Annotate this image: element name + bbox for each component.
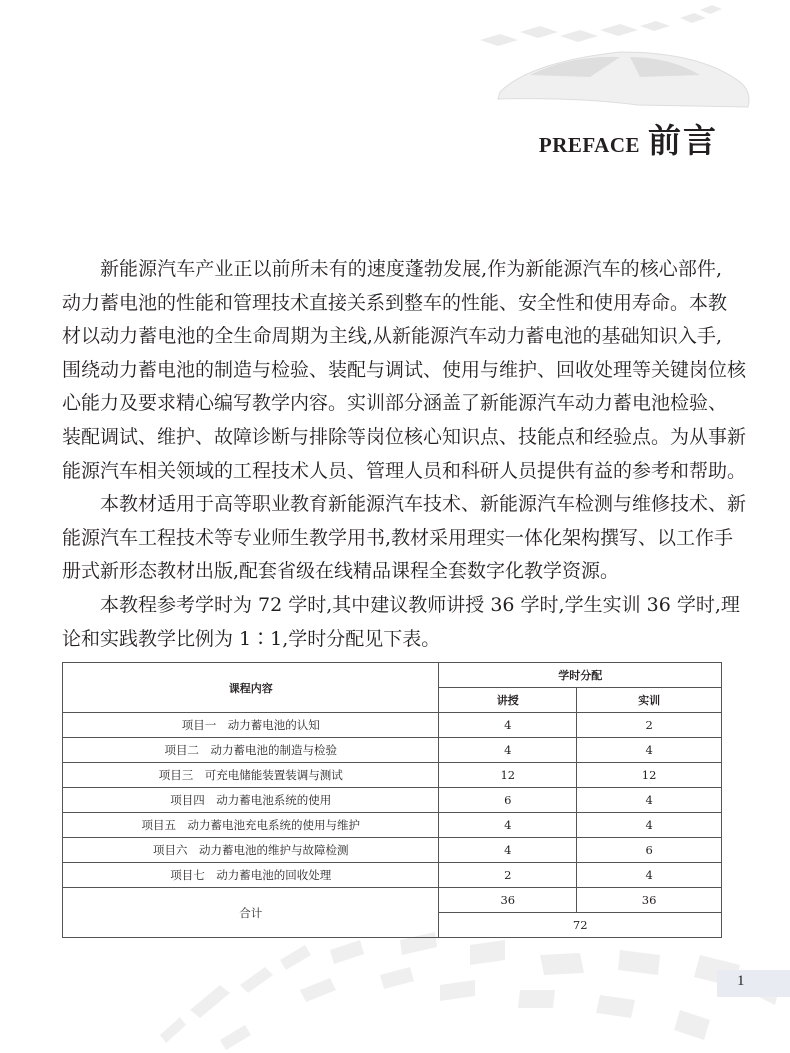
text-line: 心能力及要求精心编写教学内容。实训部分涵盖了新能源汽车动力蓄电池检验、: [62, 392, 728, 415]
practice-hours: 4: [577, 788, 722, 813]
text-line: 围绕动力蓄电池的制造与检验、装配与调试、使用与维护、回收处理等关键岗位核: [62, 358, 747, 381]
header-course-content: 课程内容: [63, 663, 439, 713]
total-practice-hours: 36: [577, 888, 722, 913]
total-row: [63, 888, 722, 913]
practice-hours: 4: [577, 813, 722, 838]
lecture-hours: 4: [439, 838, 577, 863]
course-content: 项目四 动力蓄电池系统的使用: [63, 788, 439, 813]
text-line: 本教材适用于高等职业教育新能源汽车技术、新能源汽车检测与维修技术、新: [100, 493, 747, 516]
page-number: 1: [737, 973, 745, 989]
paragraph-2: [62, 488, 747, 589]
header-lecture: 讲授: [439, 688, 577, 713]
lecture-hours: 4: [439, 813, 577, 838]
course-content: 项目三 可充电储能装置装调与测试: [63, 763, 439, 788]
practice-hours: 2: [577, 713, 722, 738]
table-row: [63, 788, 722, 813]
course-content: 项目六 动力蓄电池的维护与故障检测: [63, 838, 439, 863]
hours-allocation-table: [62, 662, 722, 938]
practice-hours: 4: [577, 738, 722, 763]
practice-hours: 4: [577, 863, 722, 888]
course-content: 项目五 动力蓄电池充电系统的使用与维护: [63, 813, 439, 838]
text-line: 装配调试、维护、故障诊断与排除等岗位核心知识点、技能点和经验点。为从事新: [62, 425, 747, 448]
text-line: 册式新形态教材出版,配套省级在线精品课程全套数字化教学资源。: [62, 560, 620, 583]
header-practice: 实训: [577, 688, 722, 713]
lecture-hours: 2: [439, 863, 577, 888]
lecture-hours: 12: [439, 763, 577, 788]
paragraph-3: [62, 589, 740, 656]
grand-total-hours: 72: [439, 913, 722, 938]
lecture-hours: 4: [439, 738, 577, 763]
table-row: [63, 713, 722, 738]
table-row: [63, 863, 722, 888]
practice-hours: 6: [577, 838, 722, 863]
title-chinese: 前言: [648, 121, 718, 160]
course-content: 项目一 动力蓄电池的认知: [63, 713, 439, 738]
text-line: 新能源汽车产业正以前所未有的速度蓬勃发展,作为新能源汽车的核心部件,: [100, 258, 722, 280]
practice-hours: 12: [577, 763, 722, 788]
paragraph-1: [62, 253, 747, 488]
header-hours-allocation: 学时分配: [439, 663, 722, 688]
text-line: 材以动力蓄电池的全生命周期为主线,从新能源汽车动力蓄电池的基础知识入手,: [62, 325, 722, 348]
text-line: 动力蓄电池的性能和管理技术直接关系到整车的性能、安全性和使用寿命。本教: [62, 291, 728, 314]
course-content: 项目二 动力蓄电池的制造与检验: [63, 738, 439, 763]
lecture-hours: 6: [439, 788, 577, 813]
page-title: [539, 115, 718, 162]
table-row: [63, 838, 722, 863]
total-lecture-hours: 36: [439, 888, 577, 913]
text-line: 能源汽车相关领域的工程技术人员、管理人员和科研人员提供有益的参考和帮助。: [62, 459, 747, 482]
total-label: 合计: [63, 888, 439, 938]
table-row: [63, 738, 722, 763]
text-line: 能源汽车工程技术等专业师生教学用书,教材采用理实一体化架构撰写、以工作手: [62, 526, 734, 549]
text-line: 本教程参考学时为 72 学时,其中建议教师讲授 36 学时,学生实训 36 学时,理: [100, 593, 740, 616]
table-row: [63, 763, 722, 788]
lecture-hours: 4: [439, 713, 577, 738]
title-english: PREFACE: [538, 133, 640, 157]
text-line: 论和实践教学比例为 1∶1,学时分配见下表。: [62, 627, 441, 650]
page-number-tab: [717, 970, 790, 997]
table-row: [63, 813, 722, 838]
preface-body: [62, 253, 747, 656]
course-content: 项目七 动力蓄电池的回收处理: [63, 863, 439, 888]
